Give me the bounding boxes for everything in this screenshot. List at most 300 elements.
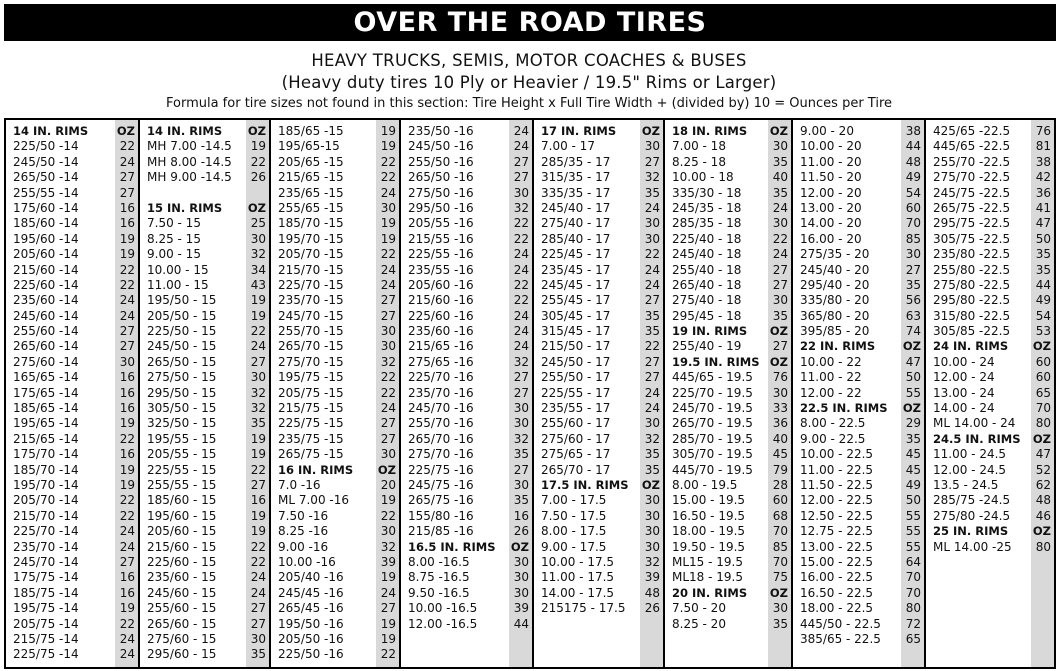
table-column [665, 120, 793, 667]
ounces-value: 35 [644, 462, 660, 477]
ounces-value: 35 [644, 447, 660, 462]
table-row [140, 355, 269, 370]
ounces-value: 35 [250, 647, 266, 662]
ounces-value: 16 [119, 216, 135, 231]
rim-section-header [665, 324, 791, 339]
table-row [534, 186, 663, 201]
oz-header: OZ [769, 324, 788, 339]
table-row [793, 447, 924, 462]
table-row [665, 263, 791, 278]
ounces-value: 60 [772, 493, 788, 508]
table-row [140, 416, 269, 431]
table-row [665, 617, 791, 632]
ounces-value: 85 [772, 539, 788, 554]
table-row [926, 324, 1054, 339]
ounces-value: 22 [380, 247, 396, 262]
ounces-value: 35 [772, 308, 788, 323]
tire-size: 235/60 - 15 [147, 570, 217, 585]
ounces-value: 24 [513, 124, 529, 138]
ounces-value: 22 [513, 277, 529, 292]
ounces-value: 24 [772, 200, 788, 215]
table-row [401, 370, 532, 385]
ounces-value: 27 [119, 185, 135, 200]
ounces-value: 49 [1035, 293, 1051, 308]
ounces-value: 48 [644, 585, 660, 600]
ounces-value: 16 [513, 508, 529, 523]
tire-size: MH 8.00 -14.5 [147, 154, 232, 169]
table-row [6, 355, 138, 370]
table-column [140, 120, 271, 667]
ounces-value: 39 [644, 570, 660, 585]
tire-size: 245/75 -16 [408, 477, 474, 492]
tire-size: 13.00 - 22.5 [800, 539, 874, 554]
ounces-value: 27 [772, 277, 788, 292]
tire-size: 245/40 - 18 [672, 247, 742, 262]
tire-size: 9.00 - 17.5 [541, 539, 607, 554]
table-row [534, 155, 663, 170]
tire-size: 11.00 - 15 [147, 277, 209, 292]
table-row [401, 386, 532, 401]
ounces-value: 30 [772, 139, 788, 154]
ounces-value: 24 [119, 524, 135, 539]
table-row [926, 355, 1054, 370]
table-row [401, 339, 532, 354]
tire-size: 195/55 - 15 [147, 431, 217, 446]
table-row [6, 416, 138, 431]
tire-size: 235/60 -14 [13, 293, 79, 308]
table-row [6, 263, 138, 278]
table-row [140, 570, 269, 585]
tire-size: 175/65 -14 [13, 385, 79, 400]
table-row [534, 293, 663, 308]
tire-size: 8.25 - 18 [672, 154, 726, 169]
tire-size: 225/70 - 19.5 [672, 385, 753, 400]
table-row [534, 339, 663, 354]
oz-header: OZ [769, 354, 788, 369]
ounces-value: 62 [1035, 477, 1051, 492]
table-row [6, 309, 138, 324]
ounces-value: 81 [1035, 139, 1051, 154]
tire-size: 245/50 - 17 [541, 354, 611, 369]
tire-size: 245/70 -15 [278, 308, 344, 323]
tire-size: 205/50 -16 [278, 631, 344, 646]
ounces-value: 35 [250, 416, 266, 431]
table-row [271, 278, 399, 293]
table-row [534, 401, 663, 416]
ounces-value: 24 [513, 247, 529, 262]
ounces-value: 27 [380, 293, 396, 308]
ounces-value: 27 [119, 554, 135, 569]
tire-size: 235/45 - 17 [541, 262, 611, 277]
tire-size: 185/70 -14 [13, 462, 79, 477]
tire-size: 12.00 - 22 [800, 385, 862, 400]
ounces-value: 54 [1035, 308, 1051, 323]
ounces-value: 20 [380, 477, 396, 492]
ounces-value: 32 [250, 247, 266, 262]
tire-size: 305/75 -22.5 [933, 231, 1011, 246]
oz-header: OZ [769, 585, 788, 600]
rim-size-label: 25 IN. RIMS [933, 524, 1009, 539]
tire-size: 19.50 - 19.5 [672, 539, 746, 554]
table-row [926, 493, 1054, 508]
tire-size: 255/50 -16 [408, 154, 474, 169]
table-row [6, 247, 138, 262]
ounces-value: 45 [905, 447, 921, 462]
ounces-value: 22 [119, 262, 135, 277]
table-row [401, 509, 532, 524]
tire-size: 205/60 -14 [13, 247, 79, 262]
ounces-value: 19 [119, 462, 135, 477]
ounces-value: 22 [380, 154, 396, 169]
tire-size: 18.00 - 19.5 [672, 524, 746, 539]
ounces-value: 60 [905, 200, 921, 215]
table-row [665, 386, 791, 401]
tire-size: 265/70 - 19.5 [672, 416, 753, 431]
table-row [401, 186, 532, 201]
ounces-value: 24 [772, 247, 788, 262]
tire-size: 185/65 -14 [13, 401, 79, 416]
ounces-value: 30 [513, 401, 529, 416]
tire-size: 295/50 -16 [408, 200, 474, 215]
rim-size-label: 17 IN. RIMS [541, 124, 617, 138]
oz-header: OZ [116, 124, 135, 138]
table-row [665, 432, 791, 447]
tire-size: 235/70 -15 [278, 293, 344, 308]
table-row [665, 540, 791, 555]
ounces-value: 22 [644, 247, 660, 262]
tire-size: 205/55 -16 [408, 216, 474, 231]
table-row [926, 309, 1054, 324]
table-row [665, 463, 791, 478]
table-row [401, 555, 532, 570]
ounces-value: 19 [119, 477, 135, 492]
table-row [793, 155, 924, 170]
ounces-value: 26 [513, 524, 529, 539]
table-row [926, 509, 1054, 524]
tire-size: 275/80 -22.5 [933, 277, 1011, 292]
ounces-value: 24 [119, 293, 135, 308]
tire-size: 215/65 -15 [278, 170, 344, 185]
table-row [271, 309, 399, 324]
ounces-value: 24 [250, 339, 266, 354]
table-row [140, 555, 269, 570]
tire-size: 12.00 -16.5 [408, 616, 478, 631]
rim-section-header [534, 124, 663, 139]
tire-size: 255/80 -22.5 [933, 262, 1011, 277]
ounces-value: 24 [380, 185, 396, 200]
tire-size: 185/65 -15 [278, 124, 344, 138]
table-row [793, 509, 924, 524]
subtitle: HEAVY TRUCKS, SEMIS, MOTOR COACHES & BUSES [311, 51, 747, 70]
ounces-value: 22 [772, 231, 788, 246]
ounces-value: 70 [772, 554, 788, 569]
ounces-value: 27 [644, 354, 660, 369]
tire-size: 12.00 - 24 [933, 370, 995, 385]
tire-size: ML 14.00 - 24 [933, 416, 1016, 431]
ounces-value: 27 [119, 339, 135, 354]
tire-size: 205/65 -15 [278, 154, 344, 169]
table-row [401, 355, 532, 370]
table-row [140, 232, 269, 247]
tire-size: 225/55 - 15 [147, 462, 217, 477]
table-row [665, 447, 791, 462]
tire-size: 225/50 -16 [278, 647, 344, 662]
table-row [793, 540, 924, 555]
tire-size: ML15 - 19.5 [672, 554, 743, 569]
table-row [140, 478, 269, 493]
ounces-value: 43 [250, 277, 266, 292]
table-row [140, 170, 269, 185]
ounces-value: 56 [905, 293, 921, 308]
tire-size: 195/60 - 15 [147, 508, 217, 523]
tire-size: 10.00 - 22.5 [800, 447, 874, 462]
tire-size: 285/35 - 17 [541, 154, 611, 169]
table-row [140, 401, 269, 416]
table-row [140, 247, 269, 262]
table-row [665, 278, 791, 293]
tire-size: 225/55 -16 [408, 247, 474, 262]
ounces-value: 27 [644, 154, 660, 169]
tire-size: 10.00 - 17.5 [541, 554, 615, 569]
tire-size: 205/55 - 15 [147, 447, 217, 462]
ounces-value: 35 [644, 185, 660, 200]
ounces-value: 75 [772, 570, 788, 585]
tire-size: 235/55 - 17 [541, 401, 611, 416]
table-row [140, 524, 269, 539]
ounces-value: 55 [905, 524, 921, 539]
tire-size: 315/80 -22.5 [933, 308, 1011, 323]
ounces-value: 27 [772, 262, 788, 277]
table-row [401, 463, 532, 478]
rim-section-header [140, 124, 269, 139]
tire-size: 205/60 -16 [408, 277, 474, 292]
ounces-value: 52 [1035, 462, 1051, 477]
table-row [6, 570, 138, 585]
table-row [534, 570, 663, 585]
table-row [534, 386, 663, 401]
table-row [665, 509, 791, 524]
table-row [534, 370, 663, 385]
ounces-value: 35 [905, 277, 921, 292]
table-row [665, 370, 791, 385]
ounces-value: 22 [513, 231, 529, 246]
rim-section-header [926, 432, 1054, 447]
tire-size: 10.00 - 18 [672, 170, 734, 185]
table-row [271, 370, 399, 385]
table-row [271, 555, 399, 570]
tire-size: 8.25 - 15 [147, 231, 201, 246]
rim-section-header [793, 401, 924, 416]
ounces-value: 36 [772, 416, 788, 431]
tire-size: 305/50 - 15 [147, 401, 217, 416]
tire-size: 295/50 - 15 [147, 385, 217, 400]
ounces-value: 39 [380, 554, 396, 569]
ounces-value: 76 [1035, 124, 1051, 138]
table-row [401, 493, 532, 508]
ounces-value: 27 [513, 154, 529, 169]
oz-header: OZ [510, 539, 529, 554]
tire-size: 9.00 - 20 [800, 124, 854, 138]
ounces-value: 30 [513, 416, 529, 431]
ounces-value: 24 [380, 262, 396, 277]
ounces-value: 22 [380, 385, 396, 400]
table-row [926, 232, 1054, 247]
tire-size: 10.00 -16 [278, 554, 336, 569]
table-row [665, 139, 791, 154]
table-row [140, 263, 269, 278]
ounces-value: 16 [119, 585, 135, 600]
ounces-value: 70 [772, 524, 788, 539]
ounces-value: 24 [119, 308, 135, 323]
tire-size: 8.25 -16 [278, 524, 329, 539]
ounces-value: 30 [250, 231, 266, 246]
ounces-value: 68 [772, 508, 788, 523]
table-row [140, 324, 269, 339]
table-row [534, 463, 663, 478]
tire-size: 155/80 -16 [408, 508, 474, 523]
ounces-value: 27 [644, 370, 660, 385]
tire-size: 255/55 - 15 [147, 477, 217, 492]
table-row [6, 170, 138, 185]
ounces-value: 45 [772, 447, 788, 462]
table-row [793, 263, 924, 278]
ounces-value: 30 [644, 524, 660, 539]
ounces-value: 30 [644, 539, 660, 554]
rim-size-label: 20 IN. RIMS [672, 585, 748, 600]
oz-header: OZ [769, 124, 788, 138]
ounces-value: 19 [250, 447, 266, 462]
table-row [271, 586, 399, 601]
table-row [6, 370, 138, 385]
tire-size: 385/65 - 22.5 [800, 631, 881, 646]
rim-section-header [534, 478, 663, 493]
rim-size-label: 16 IN. RIMS [278, 462, 354, 477]
tire-size: 335/30 - 18 [672, 185, 742, 200]
ounces-value: 30 [250, 370, 266, 385]
tire-size: 245/40 - 20 [800, 262, 870, 277]
ounces-value: 22 [119, 493, 135, 508]
table-row [140, 647, 269, 662]
tire-size: 12.50 - 22.5 [800, 508, 874, 523]
ounces-value: 32 [644, 431, 660, 446]
table-row [401, 324, 532, 339]
table-row [534, 601, 663, 616]
tire-size: 265/75 -15 [278, 447, 344, 462]
tire-size: 255/70 -22.5 [933, 154, 1011, 169]
tire-size: 275/70 -16 [408, 447, 474, 462]
table-row [401, 432, 532, 447]
table-row [401, 478, 532, 493]
tire-size: 165/65 -14 [13, 370, 79, 385]
tire-size: 245/35 - 18 [672, 200, 742, 215]
tire-size: 305/45 - 17 [541, 308, 611, 323]
table-row [271, 355, 399, 370]
table-row [140, 339, 269, 354]
table-row [401, 232, 532, 247]
table-row [793, 201, 924, 216]
tire-size: 9.50 -16.5 [408, 585, 470, 600]
tire-size: 255/55 -14 [13, 185, 79, 200]
tire-size: 235/70 -16 [408, 385, 474, 400]
table-row [6, 155, 138, 170]
table-column [534, 120, 665, 667]
ounces-value: 32 [250, 401, 266, 416]
ounces-value: 35 [772, 185, 788, 200]
ounces-value: 32 [513, 200, 529, 215]
ounces-value: 30 [644, 139, 660, 154]
table-row [140, 278, 269, 293]
table-row [140, 617, 269, 632]
ounces-value: 65 [905, 631, 921, 646]
table-row [271, 447, 399, 462]
oz-header: OZ [902, 339, 921, 354]
ounces-value: 32 [513, 431, 529, 446]
table-row [793, 463, 924, 478]
ounces-value: 27 [513, 385, 529, 400]
ounces-value: 35 [1035, 262, 1051, 277]
table-row [534, 278, 663, 293]
table-row [140, 139, 269, 154]
table-row [793, 278, 924, 293]
tire-size: 275/50 -16 [408, 185, 474, 200]
table-row [793, 555, 924, 570]
ounces-value: 49 [905, 477, 921, 492]
tire-size: 245/45 -16 [278, 585, 344, 600]
table-row [665, 555, 791, 570]
table-row [6, 324, 138, 339]
tire-size: 16.50 - 19.5 [672, 508, 746, 523]
tire-size: 195/65 -14 [13, 416, 79, 431]
table-row [665, 155, 791, 170]
table-row [271, 478, 399, 493]
tire-size: 365/80 - 20 [800, 308, 870, 323]
tire-size: 275/65 -16 [408, 354, 474, 369]
ounces-value: 35 [644, 324, 660, 339]
table-row [6, 447, 138, 462]
ounces-value: 19 [380, 124, 396, 138]
table-row [665, 170, 791, 185]
ounces-value: 80 [1035, 416, 1051, 431]
table-row [534, 324, 663, 339]
tire-size: 9.00 - 15 [147, 247, 201, 262]
tire-size: 8.00 - 22.5 [800, 416, 866, 431]
table-row [926, 155, 1054, 170]
ounces-value: 38 [1035, 154, 1051, 169]
tire-size: 315/45 - 17 [541, 324, 611, 339]
rim-size-label: 19.5 IN. RIMS [672, 354, 760, 369]
tire-size: 235/60 -16 [408, 324, 474, 339]
ounces-value: 24 [380, 401, 396, 416]
ounces-value: 22 [250, 154, 266, 169]
ounces-value: 55 [905, 385, 921, 400]
table-row [271, 186, 399, 201]
tire-size: 305/85 -22.5 [933, 324, 1011, 339]
table-row [271, 617, 399, 632]
table-row [793, 293, 924, 308]
table-row [534, 555, 663, 570]
ounces-value: 38 [905, 124, 921, 138]
ounces-value: 47 [905, 354, 921, 369]
tire-size: 245/70 -14 [13, 554, 79, 569]
tire-size: 245/75 -22.5 [933, 185, 1011, 200]
tire-size: 185/60 -14 [13, 216, 79, 231]
ounces-value: 24 [644, 277, 660, 292]
table-row [926, 370, 1054, 385]
rim-section-header [665, 586, 791, 601]
table-row [6, 509, 138, 524]
tire-size: 265/75 -22.5 [933, 200, 1011, 215]
page-title: OVER THE ROAD TIRES [4, 4, 1056, 41]
